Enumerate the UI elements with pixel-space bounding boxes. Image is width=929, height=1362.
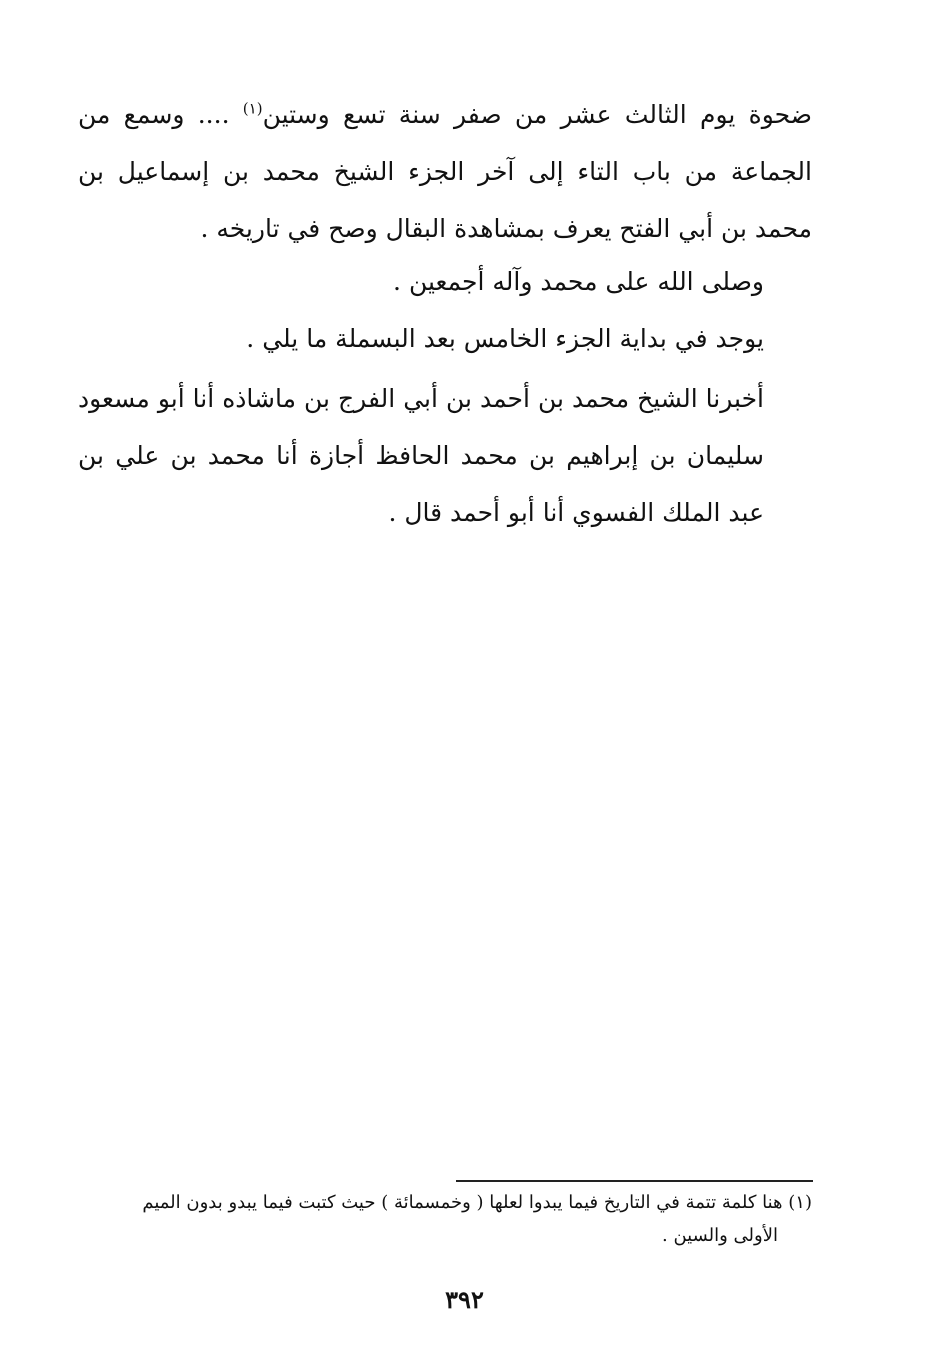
footnote-line-1: (١) هنا كلمة تتمة في التاريخ فيما يبدوا لعلها ( وخمسمائة ) حيث كتبت فيما يبدو بدون الميم	[142, 1192, 812, 1213]
paragraph-1-continuation: .... وسمع من الجماعة من باب التاء إلى آخر الجزء الشيخ محمد بن إسماعيل بن محمد بن أبي الفتح يعرف بمشاهدة البقال وصح في تاريخه .	[78, 100, 812, 243]
paragraph-1-text: ضحوة يوم الثالث عشر من صفر سنة تسع وستين	[262, 100, 812, 129]
footnote-reference: (١)	[242, 99, 263, 118]
footnote-line-2: الأولى والسين .	[662, 1225, 778, 1246]
paragraph-3	[78, 310, 812, 367]
paragraph-2	[78, 253, 812, 310]
footnote-divider	[456, 1180, 813, 1182]
paragraph-3-text: يوجد في بداية الجزء الخامس بعد البسملة ما يلي .	[246, 324, 764, 353]
paragraph-1	[78, 86, 812, 257]
paragraph-4-text: أخبرنا الشيخ محمد بن أحمد بن أبي الفرج بن ماشاذه أنا أبو مسعود سليمان بن إبراهيم بن محمد الحافظ أجازة أنا محمد بن علي بن عبد الملك الفسوي أنا أبو أحمد قال .	[78, 384, 764, 527]
footnote	[78, 1186, 812, 1252]
page-number: ٣٩٢	[445, 1285, 484, 1314]
paragraph-2-text: وصلى الله على محمد وآله أجمعين .	[393, 267, 764, 296]
paragraph-4	[78, 370, 812, 541]
